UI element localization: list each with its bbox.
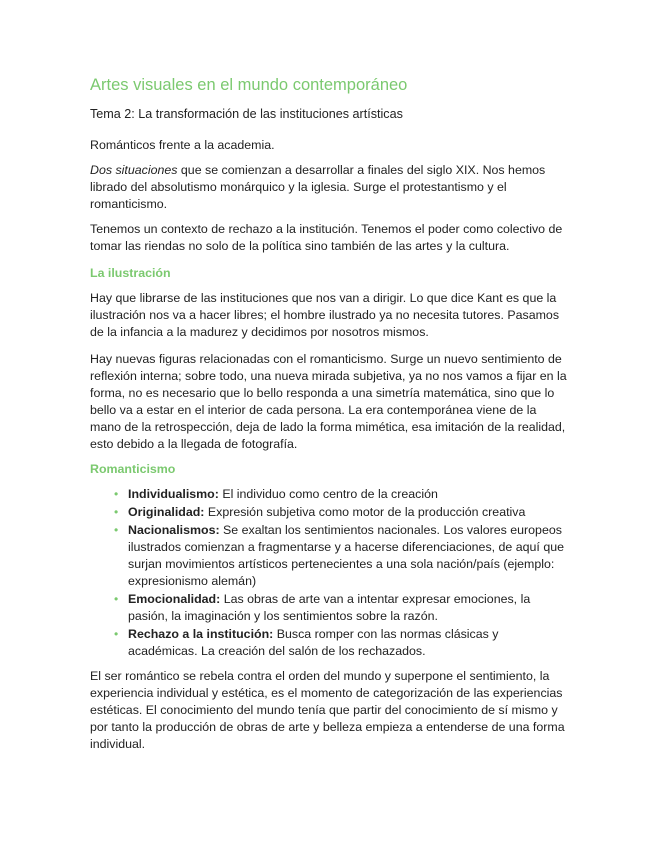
list-item-term: Individualismo:	[128, 487, 219, 501]
section-heading-romanticismo: Romanticismo	[90, 462, 176, 476]
list-item-text: Expresión subjetiva como motor de la producción creativa	[204, 505, 526, 519]
bullet-icon: •	[114, 523, 119, 537]
situaciones-paragraph	[90, 162, 570, 213]
document-title: Artes visuales en el mundo contemporáneo	[90, 76, 408, 94]
section-heading-ilustracion: La ilustración	[90, 266, 171, 280]
list-item	[114, 626, 570, 660]
document-subtitle: Tema 2: La transformación de las instituciones artísticas	[90, 107, 403, 121]
list-item-term: Nacionalismos:	[128, 523, 220, 537]
bullet-icon: •	[114, 487, 119, 501]
list-item-text: Busca romper con las normas clásicas y académicas. La creación del salón de los rechazados.	[128, 627, 499, 658]
bullet-icon: •	[114, 592, 119, 606]
list-item-term: Emocionalidad:	[128, 592, 221, 606]
romanticismo-list	[90, 486, 570, 660]
list-item-text: Se exaltan los sentimientos nacionales. Los valores europeos ilustrados comienzan a fragmentarse y a hacerse diferenciaciones, de aquí que surjan movimientos artísticos pertenecientes a una sola nación/país (ejemplo: expresionismo alemán)	[128, 523, 564, 588]
list-item-term: Originalidad:	[128, 505, 205, 519]
bullet-icon: •	[114, 627, 119, 641]
ilustracion-paragraph-1: Hay que librarse de las instituciones que nos van a dirigir. Lo que dice Kant es que la ilustración nos va a hacer libres; el hombre ilustrado ya no necesita tutores. Pasamos de la infancia a la madurez y decidimos por nosotros mismos.	[90, 291, 560, 339]
list-item-text: Las obras de arte van a intentar expresar emociones, la pasión, la imaginación y los sentimientos sobre la razón.	[128, 592, 531, 623]
list-item	[114, 522, 570, 590]
list-item	[114, 486, 570, 503]
ilustracion-paragraph-2: Hay nuevas figuras relacionadas con el romanticismo. Surge un nuevo sentimiento de reflexión interna; sobre todo, una nueva mirada subjetiva, ya no nos vamos a fijar en la forma, no es necesario que lo bello responda a una simetría matemática, sino que lo bello va a estar en el interior de cada persona. La era contemporánea viene de la mano de la retrospección, deja de lado la forma mimética, esa imitación de la realidad, esto debido a la llegada de fotografía.	[90, 352, 567, 451]
list-item	[114, 591, 570, 625]
list-item-term: Rechazo a la institución:	[128, 627, 274, 641]
intro-paragraph: Románticos frente a la academia.	[90, 138, 275, 152]
list-item-text: El individuo como centro de la creación	[218, 487, 438, 501]
document-page	[90, 74, 570, 761]
list-item	[114, 504, 570, 521]
contexto-paragraph: Tenemos un contexto de rechazo a la institución. Tenemos el poder como colectivo de tomar las riendas no solo de la política sino también de las artes y la cultura.	[90, 222, 563, 253]
conclusion-paragraph: El ser romántico se rebela contra el orden del mundo y superpone el sentimiento, la experiencia individual y estética, es el momento de categorización de las experiencias estéticas. El conocimiento del mundo tenía que partir del conocimiento de sí mismo y por tanto la producción de obras de arte y belleza empieza a entenderse de una forma individual.	[90, 669, 565, 751]
bullet-icon: •	[114, 505, 119, 519]
situaciones-emphasis: Dos situaciones	[90, 163, 178, 177]
situaciones-text: que se comienzan a desarrollar a finales del siglo XIX. Nos hemos librado del absolutismo monárquico y la iglesia. Surge el protestantismo y el romanticismo.	[90, 163, 546, 211]
